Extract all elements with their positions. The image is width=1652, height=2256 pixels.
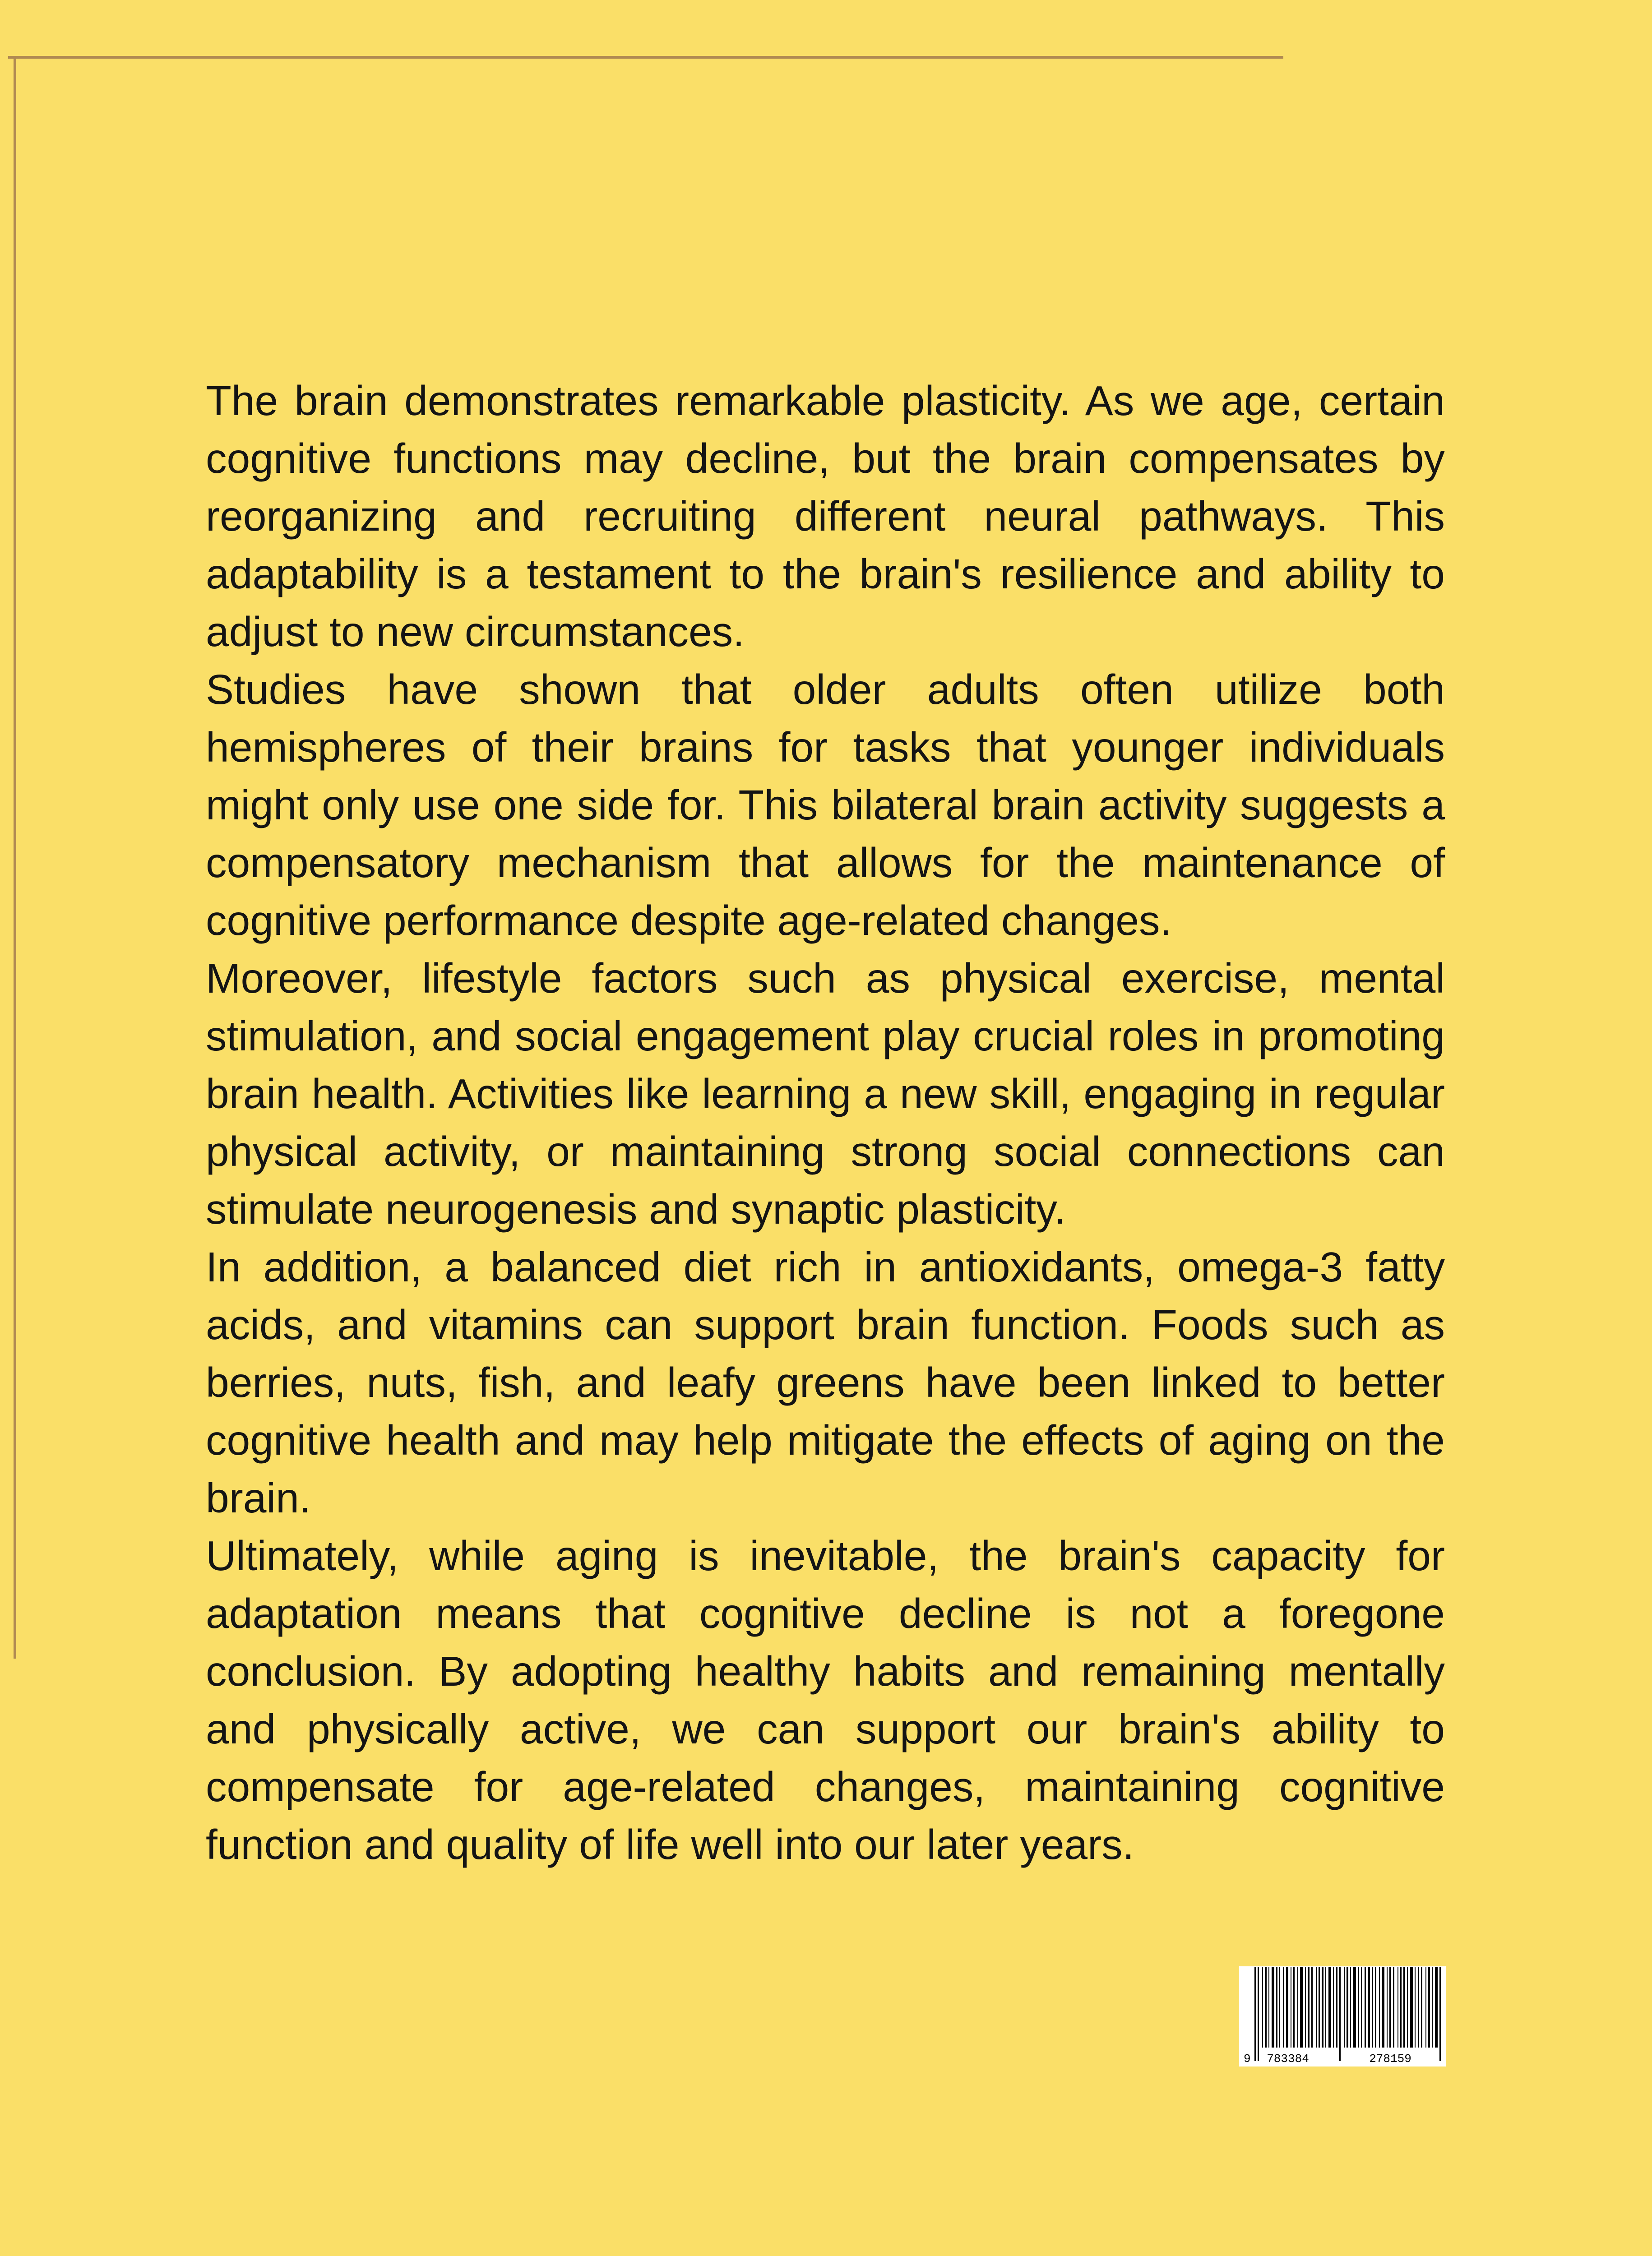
- barcode-bar: [1276, 1967, 1277, 2048]
- body-text: [206, 372, 1445, 1873]
- barcode-bar: [1272, 1967, 1274, 2048]
- barcode-bar: [1300, 1967, 1303, 2048]
- barcode-bar: [1397, 1967, 1398, 2048]
- left-rule: [14, 56, 16, 1659]
- barcode-bar: [1432, 1967, 1433, 2048]
- barcode-bar: [1258, 1967, 1259, 2061]
- barcode-bar: [1265, 1967, 1267, 2048]
- barcode-bar: [1305, 1967, 1306, 2048]
- barcode-bar: [1254, 1967, 1256, 2061]
- barcode-bar: [1333, 1967, 1334, 2048]
- barcode-left-digits: 783384: [1267, 2052, 1309, 2066]
- barcode-bar: [1361, 1967, 1362, 2048]
- barcode-bar: [1368, 1967, 1370, 2048]
- paragraph-diet: In addition, a balanced diet rich in antioxidants, omega-3 fatty acids, and vitamins can support brain function. Foods such as berries, nuts, fish, and leafy greens have been linked to better cognitive health and may help mitigate the effects of aging on the brain.: [206, 1244, 1445, 1521]
- barcode-bar: [1425, 1967, 1426, 2048]
- paragraph-hemispheres: Studies have shown that older adults often utilize both hemispheres of their brains for tasks that younger individuals might only use one side for. This bilateral brain activity suggests a compensatory mechanism that allows for the maintenance of cognitive performance despite age-related changes.: [206, 666, 1445, 944]
- barcode-bar: [1350, 1967, 1351, 2048]
- barcode-bar: [1262, 1967, 1263, 2048]
- paragraph-lifestyle: Moreover, lifestyle factors such as physical exercise, mental stimulation, and social engagement play crucial roles in promoting brain health. Activities like learning a new skill, engaging in regular physical activity, or maintaining strong social connections can stimulate neurogenesis and synaptic plasticity.: [206, 955, 1445, 1233]
- barcode-bar: [1286, 1967, 1288, 2048]
- barcode-bar: [1283, 1967, 1284, 2048]
- barcode-graphic: [1239, 1966, 1446, 2066]
- barcode-bars: [1254, 1967, 1441, 2061]
- barcode-bar: [1382, 1967, 1384, 2048]
- barcode-bar: [1319, 1967, 1320, 2048]
- barcode-bar: [1421, 1967, 1422, 2048]
- barcode-bar: [1375, 1967, 1376, 2048]
- barcode-bar: [1435, 1967, 1438, 2048]
- barcode-bar: [1372, 1967, 1373, 2048]
- barcode-bar: [1407, 1967, 1408, 2048]
- barcode-right-digits: 278159: [1369, 2052, 1411, 2066]
- barcode-bar: [1316, 1967, 1317, 2048]
- barcode-bar: [1358, 1967, 1359, 2048]
- barcode-bar: [1415, 1967, 1416, 2048]
- barcode-bar: [1347, 1967, 1348, 2048]
- barcode-bar: [1418, 1967, 1419, 2048]
- barcode-bar: [1297, 1967, 1298, 2048]
- barcode-bar: [1428, 1967, 1430, 2048]
- barcode-bar: [1389, 1967, 1391, 2048]
- barcode-prefix-digit: 9: [1244, 2052, 1251, 2066]
- barcode-bar: [1325, 1967, 1326, 2048]
- barcode-bar: [1339, 1967, 1341, 2061]
- barcode-bar: [1268, 1967, 1269, 2048]
- barcode-bar: [1439, 1967, 1441, 2061]
- barcode-bar: [1410, 1967, 1413, 2048]
- barcode-bar: [1353, 1967, 1356, 2048]
- barcode-bar: [1365, 1967, 1366, 2048]
- barcode-bar: [1393, 1967, 1394, 2048]
- barcode-bar: [1279, 1967, 1280, 2048]
- barcode-bar: [1387, 1967, 1388, 2048]
- barcode-bar: [1322, 1967, 1323, 2048]
- isbn-barcode: [1239, 1966, 1446, 2066]
- barcode-bar: [1328, 1967, 1331, 2048]
- barcode-bar: [1403, 1967, 1405, 2048]
- barcode-bar: [1344, 1967, 1345, 2048]
- paragraph-plasticity: The brain demonstrates remarkable plasticity. As we age, certain cognitive functions may decline, but the brain compensates by reorganizing and recruiting different neural pathways. This adaptability is a testament to the brain's resilience and ability to adjust to new circumstances.: [206, 377, 1445, 655]
- barcode-bar: [1336, 1967, 1337, 2048]
- barcode-bar: [1311, 1967, 1313, 2048]
- paragraph-conclusion: Ultimately, while aging is inevitable, the brain's capacity for adaptation means that cognitive decline is not a foregone conclusion. By adopting healthy habits and remaining mentally and physically active, we can support our brain's ability to compensate for age-related changes, maintaining cognitive function and quality of life well into our later years.: [206, 1532, 1445, 1868]
- top-rule: [8, 56, 1283, 59]
- barcode-bar: [1400, 1967, 1402, 2048]
- barcode-bar: [1308, 1967, 1310, 2048]
- barcode-bar: [1379, 1967, 1380, 2048]
- barcode-bar: [1293, 1967, 1295, 2048]
